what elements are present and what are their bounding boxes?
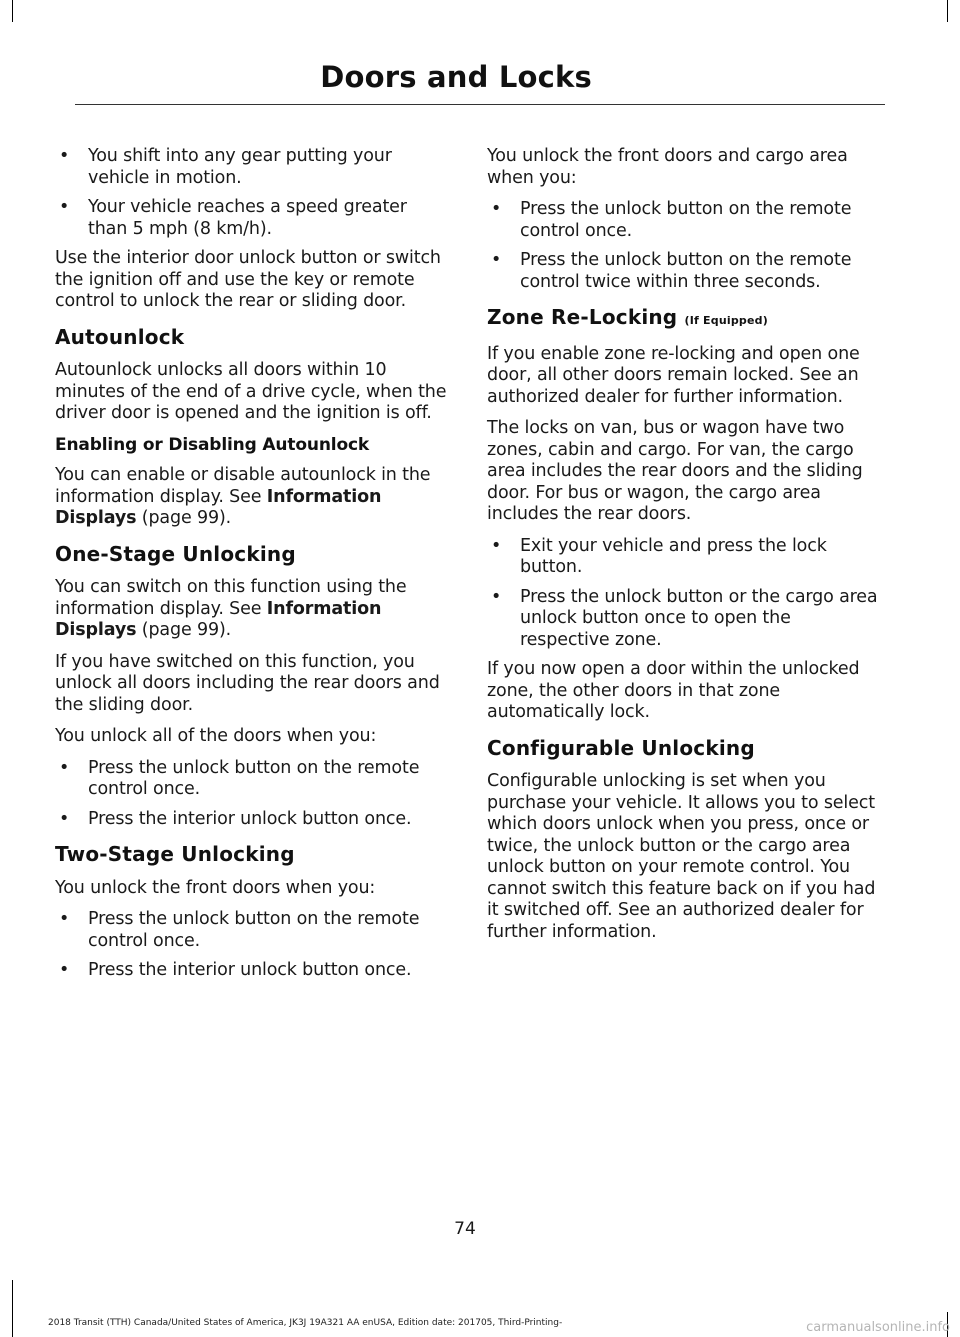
list-item: • Press the unlock button on the remote control twice within three seconds. [491,250,852,292]
two-stage-bullet-list [55,909,447,982]
configurable-unlocking-heading: Configurable Unlocking [487,735,755,760]
front-cargo-bullet-list [487,199,882,293]
list-item: • Press the interior unlock button once. [59,808,412,829]
list-item: • You shift into any gear putting your vehicle in motion. [59,146,392,188]
one-stage-bullet-list [55,758,447,831]
zone-bullet-list [487,536,882,652]
autounlock-text: Autounlock unlocks all doors within 10 minutes of the end of a drive cycle, when the driver door is opened and the ignition is off. [55,360,447,423]
intro-paragraph: Use the interior door unlock button or switch the ignition off and use the key or remote control to unlock the rear or sliding door. [55,248,441,311]
front-cargo-intro: You unlock the front doors and cargo area when you: [487,146,848,188]
list-item: • Press the unlock button on the remote control once. [491,199,852,241]
list-item: • Exit your vehicle and press the lock button. [491,535,827,577]
information-displays-link[interactable]: Information Displays [55,598,382,640]
title-divider [75,104,885,105]
list-item: • Press the unlock button on the remote control once. [59,757,420,799]
right-column [487,146,882,953]
enabling-autounlock-text: You can enable or disable autounlock in the information display. See Information Displays (page 99). [55,465,431,528]
footer-edition-info: 2018 Transit (TTH) Canada/United States of America, JK3J 19A321 AA enUSA, Edition date: 201705, Third-Printing- [48,1318,563,1328]
crop-mark-bottom-left [12,1280,13,1337]
crop-mark-top-right [947,0,948,22]
information-displays-link[interactable]: Information Displays [55,486,382,528]
zone-relocking-heading: Zone Re-Locking (If Equipped) [487,305,768,329]
if-equipped-label: (If Equipped) [684,314,768,327]
list-item: • Your vehicle reaches a speed greater than 5 mph (8 km/h). [59,197,407,239]
intro-bullet-list [55,146,447,240]
left-column [55,146,447,990]
list-item: • Press the unlock button on the remote control once. [59,909,420,951]
page-title: Doors and Locks [320,60,592,94]
zone-paragraph: If you now open a door within the unlocked zone, the other doors in that zone automatically lock. [487,659,860,722]
page-number: 74 [454,1219,476,1239]
crop-mark-top-left [12,0,13,22]
list-item: • Press the interior unlock button once. [59,960,412,980]
two-stage-text: You unlock the front doors when you: [55,877,376,898]
one-stage-paragraph: You unlock all of the doors when you: [55,726,377,746]
configurable-unlocking-text: Configurable unlocking is set when you purchase your vehicle. It allows you to select which doors unlock when you press, once or twice, the unlock button or the cargo area unlock button on your remote control. You cannot switch this feature back on if you had it switched off. See an authorized dealer for further information. [487,771,876,942]
two-stage-heading: Two-Stage Unlocking [55,842,295,866]
zone-paragraph: If you enable zone re-locking and open one door, all other doors remain locked. See an authorized dealer for further information. [487,343,860,407]
enabling-autounlock-subheading: Enabling or Disabling Autounlock [55,434,370,455]
one-stage-paragraph: If you have switched on this function, you unlock all doors including the rear doors and the sliding door. [55,651,440,715]
autounlock-heading: Autounlock [55,324,185,349]
watermark: carmanualsonline.info [806,1320,950,1335]
list-item: • Press the unlock button or the cargo area unlock button once to open the respective zone. [491,586,878,650]
one-stage-heading: One-Stage Unlocking [55,541,296,566]
one-stage-text: You can switch on this function using the information display. See Information Displays (page 99). [55,577,407,640]
zone-paragraph: The locks on van, bus or wagon have two zones, cabin and cargo. For van, the cargo area includes the rear doors and the sliding door. For bus or wagon, the cargo area includes the rear doors. [487,418,863,524]
